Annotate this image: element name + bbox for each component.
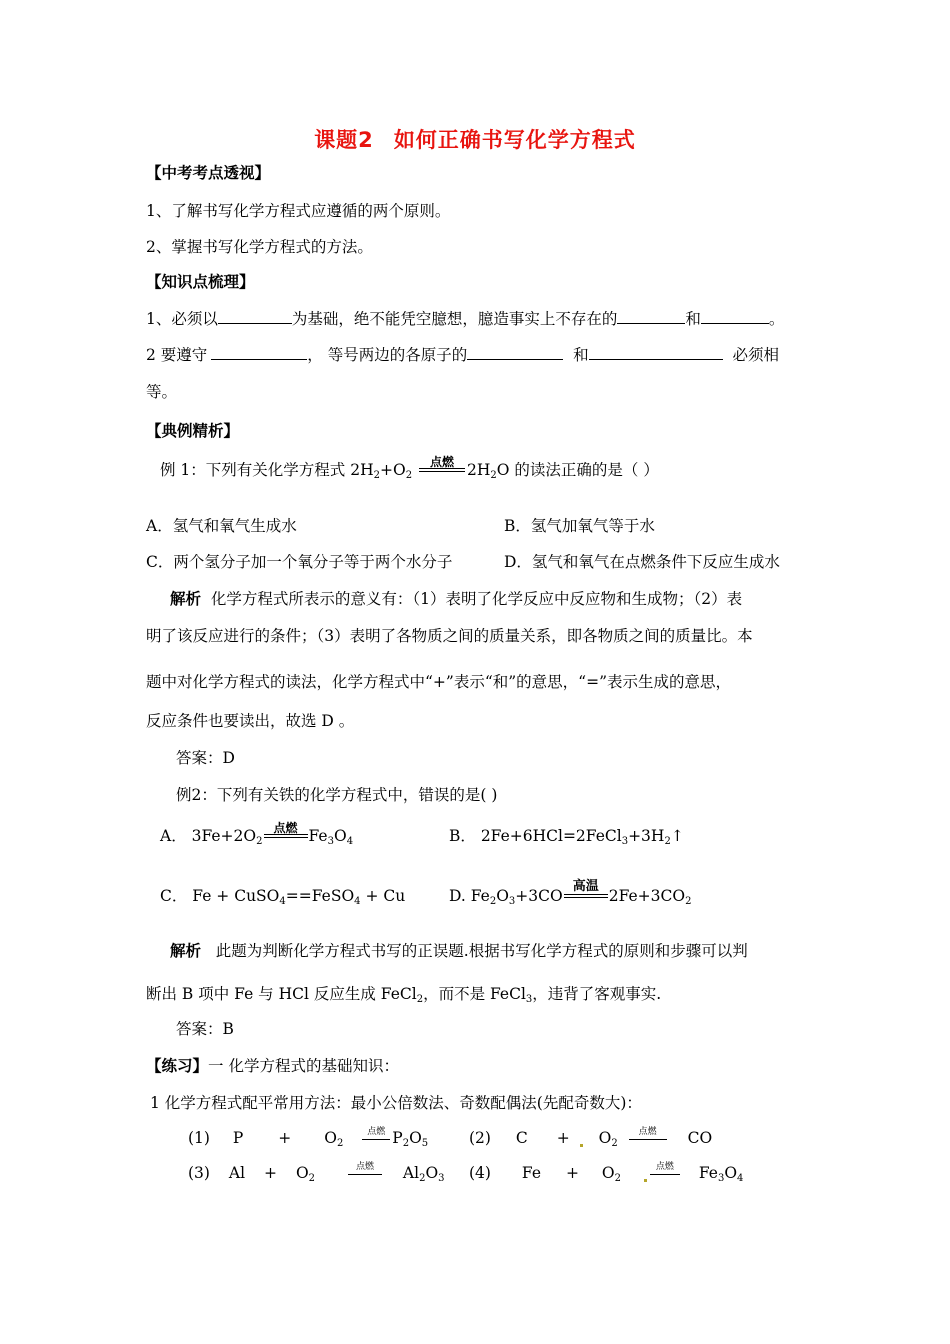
- practice-header: 【练习】一 化学方程式的基础知识：: [146, 1057, 399, 1075]
- reaction-condition: 点燃: [650, 1162, 680, 1175]
- page-title: [0, 124, 950, 154]
- reaction-condition: 点燃: [348, 1162, 382, 1175]
- title-part1: 课题2: [314, 128, 374, 152]
- section-header-knowledge: 【知识点梳理】: [146, 273, 255, 291]
- fill-blank[interactable]: [218, 309, 292, 324]
- option-d: D．氢气和氧气在点燃条件下反应生成水: [504, 553, 780, 571]
- fill-blank[interactable]: [211, 345, 307, 360]
- practice-intro: 1 化学方程式配平常用方法：最小公倍数法、奇数配偶法(先配奇数大)：: [150, 1094, 642, 1112]
- analysis-1-line-2: 明了该反应进行的条件；（3）表明了各物质之间的质量关系，即各物质之间的质量比。本: [146, 627, 753, 645]
- knowledge-line-2: 2 要遵守 ， 等号两边的各原子的 和 必须相: [146, 346, 779, 364]
- ex2-option-d: D. $Fe_2O_3+3CO$ 高温 $2Fe+3CO_2$: [449, 879, 692, 907]
- title-part2: 如何正确书写化学方程式: [393, 128, 636, 152]
- analysis-1-line-1: 解析 化学方程式所表示的意义有：（1）表明了化学反应中反应物和生成物；（2）表: [170, 590, 743, 608]
- analysis-2-line-2: 断出 B 项中 Fe 与 HCl 反应生成 FeCl$_2$，而不是 FeCl$_3$，违背了客观事实.: [146, 985, 662, 1005]
- section-header-exam-points: 【中考考点透视】: [146, 164, 271, 182]
- practice-equation-2: (2) $C + O_2$ 点燃 CO: [469, 1126, 713, 1149]
- knowledge-line-3: 等。: [146, 383, 178, 401]
- answer-1: 答案：D: [176, 749, 235, 767]
- analysis-2-line-1: 解析 此题为判断化学方程式书写的正误题.根据书写化学方程式的原则和步骤可以判: [170, 942, 748, 960]
- option-b: B．氢气加氧气等于水: [504, 517, 655, 535]
- ex2-option-c: C． Fe + CuSO$_4$==FeSO$_4$ + Cu: [160, 887, 406, 907]
- option-c: C．两个氢分子加一个氧分子等于两个水分子: [146, 553, 453, 571]
- reaction-condition: 点燃: [419, 456, 465, 472]
- fill-blank[interactable]: [467, 345, 563, 360]
- analysis-1-line-4: 反应条件也要读出，故选 D 。: [146, 712, 355, 730]
- option-a: A．氢气和氧气生成水: [146, 517, 297, 535]
- practice-equation-4: (4) $Fe + O_2$ 点燃 $Fe_3O_4$: [469, 1161, 744, 1184]
- reaction-condition: 点燃: [362, 1127, 390, 1140]
- fill-blank[interactable]: [589, 345, 723, 360]
- section-header-examples: 【典例精析】: [146, 422, 240, 440]
- fill-blank[interactable]: [617, 309, 685, 324]
- exam-point-2: 2、掌握书写化学方程式的方法。: [146, 238, 373, 256]
- stray-mark: [644, 1179, 647, 1182]
- practice-equation-1: (1) $P + O_2$ 点燃 $P_2O_5$: [188, 1126, 429, 1149]
- ex2-option-b: B． $2Fe+6HCl=2FeCl_3+3H_2↑$: [449, 827, 684, 847]
- analysis-1-line-3: 题中对化学方程式的读法，化学方程式中“+”表示“和”的意思，“=”表示生成的意思，: [146, 673, 732, 691]
- analysis-label: 解析: [170, 590, 202, 608]
- example-2-question: 例2：下列有关铁的化学方程式中，错误的是( ): [176, 786, 498, 804]
- exam-point-1: 1、了解书写化学方程式应遵循的两个原则。: [146, 202, 451, 220]
- stray-mark: [580, 1144, 583, 1147]
- analysis-label: 解析: [170, 942, 202, 960]
- reaction-condition: 点燃: [264, 822, 308, 838]
- answer-2: 答案：B: [176, 1020, 234, 1038]
- ex2-option-a: A． $3Fe+2O_2$ 点燃 $Fe_3O_4$: [160, 821, 354, 847]
- gas-arrow-icon: ↑: [670, 827, 684, 845]
- reaction-condition: 点燃: [629, 1127, 667, 1140]
- fill-blank[interactable]: [701, 309, 769, 324]
- knowledge-line-1: 1、必须以 为基础，绝不能凭空臆想，臆造事实上不存在的 和 。: [146, 310, 785, 328]
- practice-equation-3: (3) $Al + O_2$ 点燃 $Al_2O_3$: [188, 1161, 445, 1184]
- example-1-question: 例 1：下列有关化学方程式 $2H_2+O_2$ 点燃 $2H_2O$ 的读法正确的是（ ）: [160, 455, 659, 481]
- reaction-condition: 高温: [564, 880, 608, 898]
